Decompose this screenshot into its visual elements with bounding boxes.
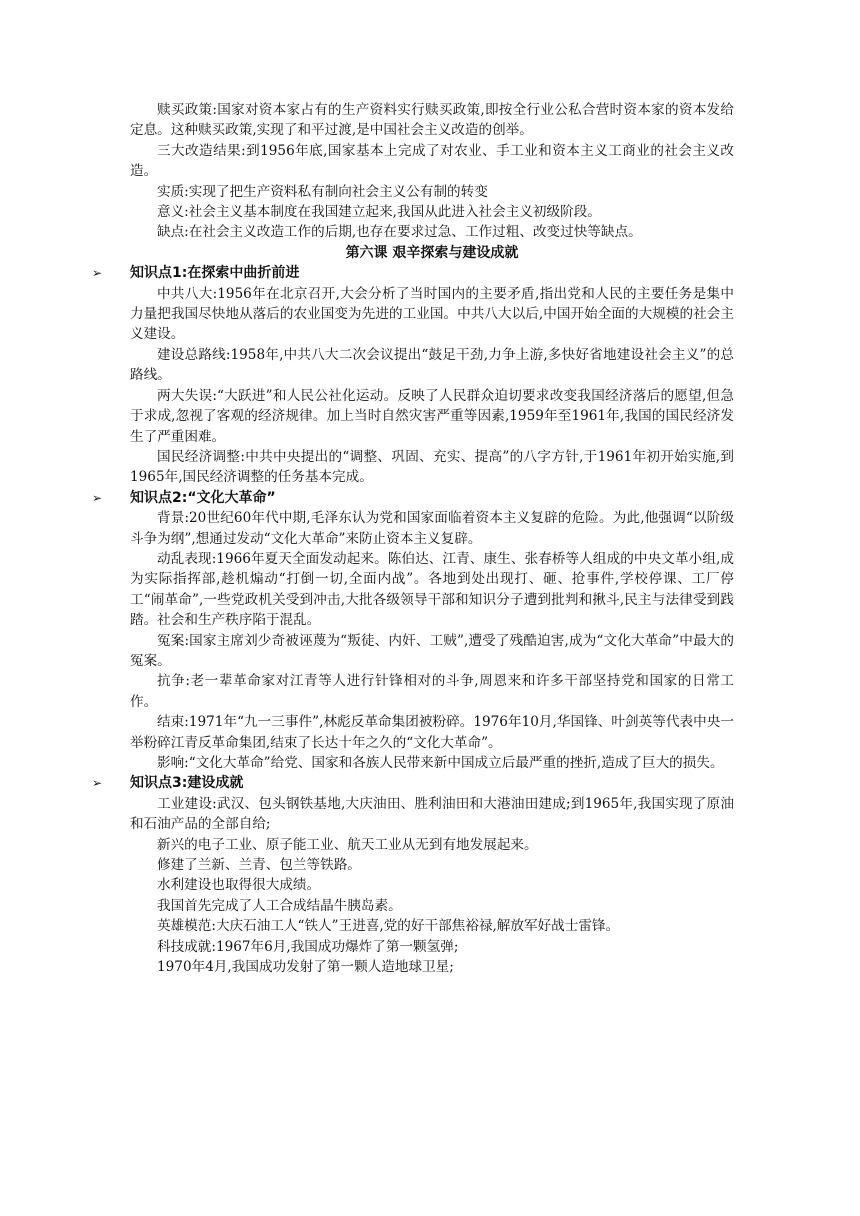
lesson-title: 第六课 艰辛探索与建设成就 xyxy=(345,244,519,261)
knowledge-point-1-title: 知识点1:在探索中曲折前进 xyxy=(130,265,300,282)
kp3-paragraph: 工业建设:武汉、包头钢铁基地,大庆油田、胜利油田和大港油田建成;到1965年,我国实现了原油和石油产品的全部自给; xyxy=(130,795,734,833)
document-body xyxy=(92,100,734,977)
kp3-paragraph: 科技成就:1967年6月,我国成功爆炸了第一颗氢弹; xyxy=(157,938,459,955)
knowledge-point-3-title: 知识点3:建设成就 xyxy=(130,775,244,792)
kp1-paragraph: 两大失误:“大跃进”和人民公社化运动。反映了人民群众迫切要求改变我国经济落后的愿望,但急于求成,忽视了客观的经济规律。加上当时自然灾害严重等因素,1959年至1961年,我国的国民经济发生了严重困难。 xyxy=(130,387,734,445)
kp1-paragraph: 国民经济调整:中共中央提出的“调整、巩固、充实、提高”的八字方针,于1961年初开始实施,到1965年,国民经济调整的任务基本完成。 xyxy=(130,448,734,486)
kp3-paragraph: 1970年4月,我国成功发射了第一颗人造地球卫星; xyxy=(157,959,454,976)
kp3-paragraph: 新兴的电子工业、原子能工业、航天工业从无到有地发展起来。 xyxy=(157,836,538,853)
kp3-paragraph: 水利建设也取得很大成绩。 xyxy=(157,877,321,894)
kp2-paragraph: 结束:1971年“九一三事件”,林彪反革命集团被粉碎。1976年10月,华国锋、叶剑英等代表中央一举粉碎江青反革命集团,结束了长达十年之久的“文化大革命”。 xyxy=(130,714,734,751)
arrow-bullet-icon: ➢ xyxy=(92,490,103,505)
paragraph-three-reforms-result: 三大改造结果:到1956年底,国家基本上完成了对农业、手工业和资本主义工商业的社会主义改造。 xyxy=(130,142,734,180)
arrow-bullet-icon: ➢ xyxy=(92,776,103,791)
paragraph-significance: 意义:社会主义基本制度在我国建立起来,我国从此进入社会主义初级阶段。 xyxy=(157,204,601,221)
kp2-paragraph: 动乱表现:1966年夏天全面发动起来。陈伯达、江青、康生、张春桥等人组成的中央文革小组,成为实际指挥部,趁机煽动“打倒一切,全面内战”。各地到处出现打、砸、抢事件,学校停课、工厂停工“闹革命”,一些党政机关受到冲击,大批各级领导干部和知识分子遭到批判和揪斗,民主与法律受到践踏。社会和生产秩序陷于混乱。 xyxy=(130,550,734,629)
paragraph-redemption-policy: 赎买政策:国家对资本家占有的生产资料实行赎买政策,即按全行业公私合营时资本家的资本发给定息。这种赎买政策,实现了和平过渡,是中国社会主义改造的创举。 xyxy=(130,102,734,139)
arrow-bullet-icon: ➢ xyxy=(92,266,103,281)
knowledge-point-3-heading xyxy=(92,773,734,793)
knowledge-point-2-heading xyxy=(92,488,734,508)
kp1-paragraph: 中共八大:1956年在北京召开,大会分析了当时国内的主要矛盾,指出党和人民的主要任务是集中力量把我国尽快地从落后的农业国变为先进的工业国。中共八大以后,中国开始全面的大规模的社会主义建设。 xyxy=(130,285,734,343)
kp1-paragraph: 建设总路线:1958年,中共八大二次会议提出“鼓足干劲,力争上游,多快好省地建设社会主义”的总路线。 xyxy=(130,346,734,384)
kp3-paragraph: 修建了兰新、兰青、包兰等铁路。 xyxy=(157,857,361,874)
kp2-paragraph: 背景:20世纪60年代中期,毛泽东认为党和国家面临着资本主义复辟的危险。为此,他强调“以阶级斗争为纲”,想通过发动“文化大革命”来防止资本主义复辟。 xyxy=(130,510,734,547)
kp2-paragraph: 冤案:国家主席刘少奇被诬蔑为“叛徒、内奸、工贼”,遭受了残酷迫害,成为“文化大革命”中最大的冤案。 xyxy=(130,632,734,669)
paragraph-essence: 实质:实现了把生产资料私有制向社会主义公有制的转变 xyxy=(157,183,488,200)
knowledge-point-1-heading xyxy=(92,263,734,283)
kp3-paragraph: 英雄模范:大庆石油工人“铁人”王进喜,党的好干部焦裕禄,解放军好战士雷锋。 xyxy=(157,918,620,935)
kp3-paragraph: 我国首先完成了人工合成结晶牛胰岛素。 xyxy=(157,897,402,914)
paragraph-shortcomings: 缺点:在社会主义改造工作的后期,也存在要求过急、工作过粗、改变过快等缺点。 xyxy=(157,224,642,241)
kp2-paragraph: 影响:“文化大革命”给党、国家和各族人民带来新中国成立后最严重的挫折,造成了巨大的损失。 xyxy=(157,755,724,771)
kp2-paragraph: 抗争:老一辈革命家对江青等人进行针锋相对的斗争,周恩来和许多干部坚持党和国家的日常工作。 xyxy=(130,673,734,710)
knowledge-point-2-title: 知识点2:“文化大革命” xyxy=(130,489,276,506)
